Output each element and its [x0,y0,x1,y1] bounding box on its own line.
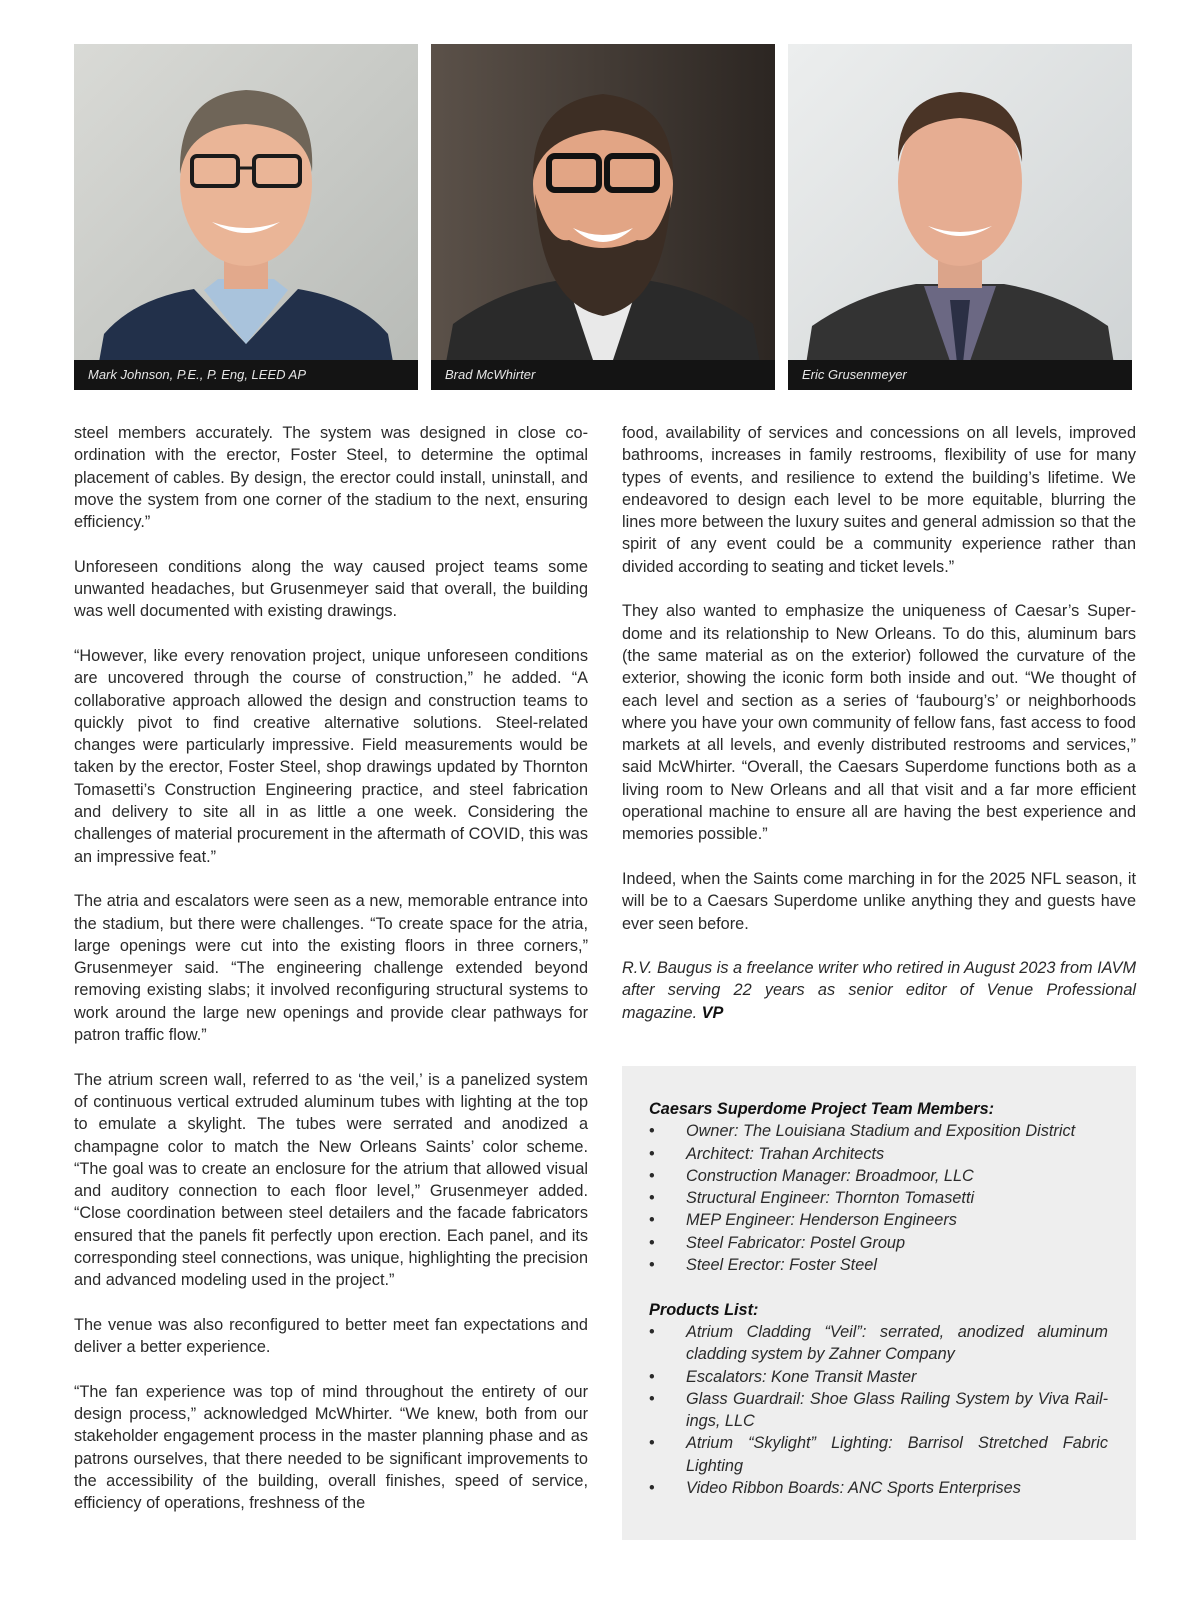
paragraph: The venue was also reconfigured to better meet fan expectations and deliver a better experience. [74,1315,588,1357]
products-heading: Products List: [649,1300,759,1319]
portrait-image [74,44,418,390]
photo-caption: Brad McWhirter [431,360,775,390]
paragraph: Unforeseen conditions along the way caused project teams some unwanted headaches, but Grusenmeyer said that overall, the building was well documented with existing drawings. [74,557,588,621]
portrait-image [788,44,1132,390]
list-item: • Structural Engineer: Thornton Tomasetti [649,1187,1108,1209]
portrait-mark-johnson [74,44,418,390]
paragraph: “However, like every renovation project, unique unforeseen conditions are uncovered through the course of construction,” he added. “A collaborative approach allowed the design and construction teams to quickly pivot to find creative alternative solutions. Steel-related changes were particularly impressive. Field measurements would be taken by the erector, Foster Steel, shop drawings updated by Thornton Tomasetti’s Construction Engineering practice, and steel fabrication and delivery to site all in as little a one week. Considering the challenges of material procurement in the aftermath of COVID, this was an impressive feat.” [74,646,588,866]
list-item: • Construction Manager: Broadmoor, LLC [649,1165,1108,1187]
list-item: • Atrium “Skylight” Lighting: Barrisol Stretched Fabric Lighting [649,1432,1108,1477]
list-item: • Steel Erector: Foster Steel [649,1254,1108,1276]
list-item: • Atrium Cladding “Veil”: serrated, anodized aluminum cladding system by Zahner Company [649,1321,1108,1366]
list-item: • Steel Fabricator: Postel Group [649,1232,1108,1254]
list-item: • Owner: The Louisiana Stadium and Exposition District [649,1120,1108,1142]
list-item: • Escalators: Kone Transit Master [649,1366,1108,1388]
products-list [649,1321,1108,1499]
list-item: • Architect: Trahan Architects [649,1143,1108,1165]
portrait-image [431,44,775,390]
paragraph: food, availability of services and concessions on all levels, improved bathrooms, increases in family restrooms, flexibility of use for many types of events, and resilience to extend the building’s lifetime. We endeavored to design each level to be more equitable, blurring the lines more between the luxury suites and general admission so that the spirit of any event could be a community experience rather than divided according to seating and ticket levels.” [622,424,1136,576]
portrait-row [74,44,1132,390]
author-bio [622,957,1136,1024]
project-info-sidebar [622,1066,1136,1540]
paragraph: “The fan experience was top of mind throughout the entirety of our design process,” acknowledged McWhirter. “We knew, both from our stakeholder engagement process in the master planning phase and as patrons ourselves, that there needed to be significant improvements to the accessibility of the building, overall finishes, speed of service, efficiency of operations, freshness of the [74,1382,588,1513]
portrait-eric-grusenmeyer [788,44,1132,390]
paragraph: Indeed, when the Saints come marching in for the 2025 NFL season, it will be to a Caesars Superdome unlike anything they and guests have ever seen before. [622,869,1136,933]
photo-caption: Mark Johnson, P.E., P. Eng, LEED AP [74,360,418,390]
paragraph: The atria and escalators were seen as a new, memorable entrance into the stadium, but there were challenges. “To create space for the atria, large openings were cut into the existing floors in three corners,” Grusenmeyer said. “The engineering challenge extended beyond removing existing slabs; it involved reconfiguring structural systems to work around the large new openings and provide clear pathways for patron traffic flow.” [74,892,588,1045]
list-item: • Glass Guardrail: Shoe Glass Railing System by Viva Railings, LLC [649,1388,1108,1433]
end-mark: VP [701,1003,724,1022]
portrait-brad-mcwhirter [431,44,775,390]
article-column-left [74,422,588,1537]
team-list [649,1120,1108,1276]
author-bio-text: R.V. Baugus is a freelance writer who retired in August 2023 from IAVM after serving 22 years as senior editor of Venue Professional magazine. [622,959,1137,1022]
paragraph: steel members accurately. The system was designed in close coordination with the erector, Foster Steel, to determine the optimal placement of cables. By design, the erector could install, uninstall, and move the system from one corner of the stadium to the next, ensuring efficiency.” [74,424,588,532]
list-item: • MEP Engineer: Henderson Engineers [649,1209,1108,1231]
article-column-right [622,422,1136,1046]
paragraph: They also wanted to emphasize the uniqueness of Caesar’s Superdome and its relationship to New Orleans. To do this, aluminum bars (the same material as on the exterior) followed the curvature of the exterior, showing the iconic form both inside and out. “We thought of each level and section as a series of ‘faubourg’s’ or neighborhoods where you have your own community of fellow fans, fast access to food markets at all levels, and evenly distributed restrooms and services,” said McWhirter. “Overall, the Caesars Superdome functions both as a living room to New Orleans and all that visit and a far more efficient operational machine to ensure all are having the best experience and memories possible.” [622,602,1136,844]
list-item: • Video Ribbon Boards: ANC Sports Enterprises [649,1477,1108,1499]
team-heading: Caesars Superdome Project Team Members: [649,1100,995,1118]
paragraph: The atrium screen wall, referred to as ‘the veil,’ is a panelized system of continuous vertical extruded aluminum tubes with lighting at the top to emulate a skylight. The tubes were serrated and anodized a champagne color to match the New Orleans Saints’ color scheme. “The goal was to create an enclosure for the atrium that allowed visual and auditory connection to each floor level,” Grusenmeyer added. “Close coordination between steel detailers and the facade fabricators ensured that the panels fit perfectly upon erection. Each panel, and its corresponding steel connections, was unique, highlighting the precision and advanced modeling used in the project.” [74,1070,588,1290]
photo-caption: Eric Grusenmeyer [788,360,1132,390]
